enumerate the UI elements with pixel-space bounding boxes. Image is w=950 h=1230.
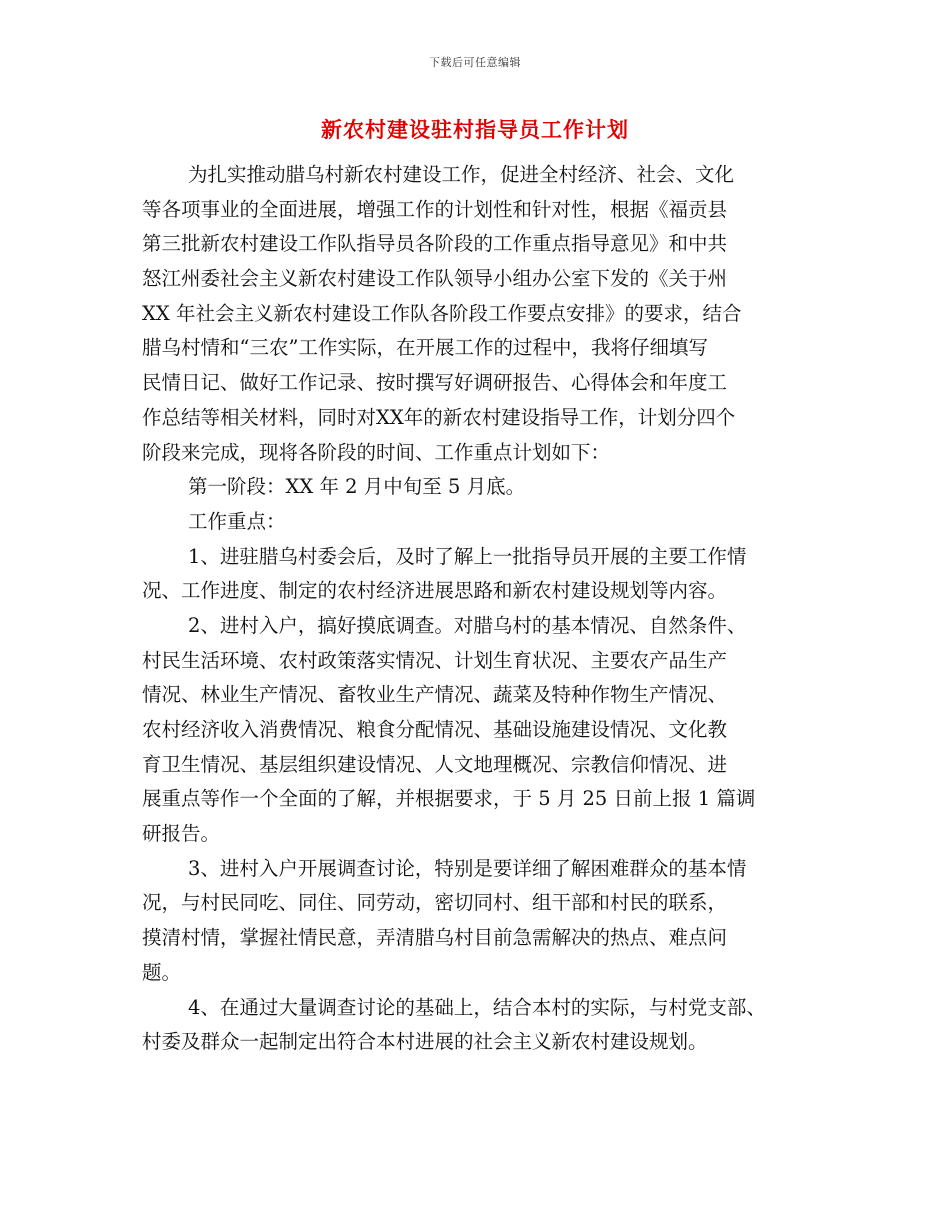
text-line: 腊乌村情和“三农”工作实际，在开展工作的过程中，我将仔细填写 — [142, 336, 708, 360]
header-note: 下载后可任意编辑 — [429, 56, 521, 69]
text-line: 作总结等相关材料，同时对XX年的新农村建设指导工作，计划分四个 — [142, 405, 736, 429]
document-title: 新农村建设驻村指导员工作计划 — [321, 117, 629, 142]
text-line: 情况、林业生产情况、畜牧业生产情况、蔬菜及特种作物生产情况、 — [142, 683, 728, 707]
text-line: 阶段来完成，现将各阶段的时间、工作重点计划如下： — [142, 440, 611, 464]
text-line: 第一阶段：XX 年 2 月中旬至 5 月底。 — [188, 475, 526, 499]
text-line: 民情日记、做好工作记录、按时撰写好调研报告、心得体会和年度工 — [142, 371, 728, 395]
text-line: 农村经济收入消费情况、粮食分配情况、基础设施建设情况、文化教 — [142, 718, 728, 741]
text-line: 况，与村民同吃、同住、同劳动，密切同村、组干部和村民的联系， — [142, 891, 728, 915]
text-line: 第三批新农村建设工作队指导员各阶段的工作重点指导意见》和中共 — [142, 232, 728, 256]
text-line: 研报告。 — [142, 822, 221, 846]
text-line: XX 年社会主义新农村建设工作队各阶段工作要点安排》的要求，结合 — [142, 301, 742, 325]
text-line: 等各项事业的全面进展，增强工作的计划性和针对性，根据《福贡县 — [142, 197, 728, 221]
text-line: 育卫生情况、基层组织建设情况、人文地理概况、宗教信仰情况、进 — [142, 752, 728, 776]
text-line: 村民生活环境、农村政策落实情况、计划生育状况、主要农产品生产 — [142, 648, 728, 672]
text-line: 村委及群众一起制定出符合本村进展的社会主义新农村建设规划。 — [142, 1030, 708, 1054]
text-line: 展重点等作一个全面的了解，并根据要求，于 5 月 25 日前上报 1 篇调 — [142, 787, 756, 811]
text-line: 3、进村入户开展调查讨论，特别是要详细了解困难群众的基本情 — [188, 856, 747, 880]
text-line: 4、在通过大量调查讨论的基础上，结合本村的实际，与村党支部、 — [188, 995, 766, 1019]
text-line: 工作重点： — [188, 509, 286, 533]
text-line: 摸清村情，掌握社情民意，弄清腊乌村目前急需解决的热点、难点问 — [142, 926, 728, 950]
text-line: 1、进驻腊乌村委会后，及时了解上一批指导员开展的主要工作情 — [188, 544, 747, 568]
text-line: 怒江州委社会主义新农村建设工作队领导小组办公室下发的《关于州 — [142, 267, 728, 291]
text-line: 为扎实推动腊乌村新农村建设工作，促进全村经济、社会、文化 — [188, 163, 735, 186]
text-line: 2、进村入户，搞好摸底调查。对腊乌村的基本情况、自然条件、 — [188, 613, 747, 637]
text-line: 况、工作进度、制定的农村经济进展思路和新农村建设规划等内容。 — [142, 579, 728, 603]
text-line: 题。 — [142, 960, 182, 984]
document-body — [142, 158, 812, 1060]
